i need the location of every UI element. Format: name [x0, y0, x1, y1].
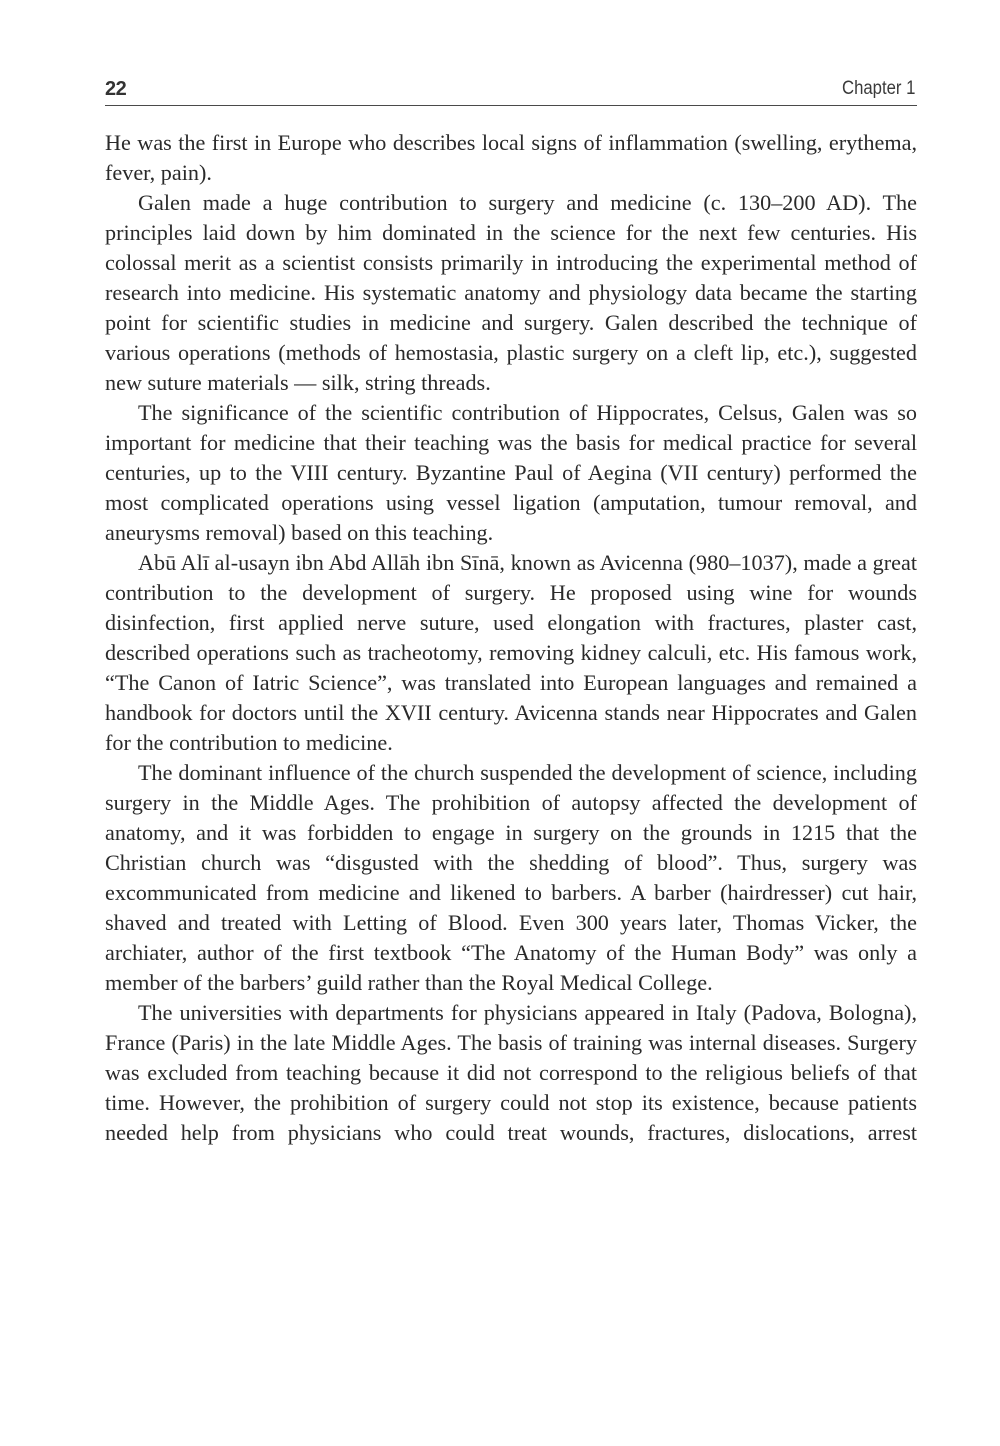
paragraph-hippocrates-celsus-galen: The significance of the scientific contribution of Hippocrates, Celsus, Galen was so important for medicine that their teaching was the basis for medical practice for several centuries, up to the VIII century. Byzantine Paul of Aegina (VII century) performed the most complicated operations using vessel ligation (amputation, tumour removal, and aneurysms removal) based on this teaching.: [105, 400, 917, 545]
paragraph-universities: The universities with departments for physicians appeared in Italy (Padova, Bologna), France (Paris) in the late Middle Ages. The basis of training was internal diseases. Surgery was excluded from teaching because it did not correspond to the religious beliefs of that time. However, the prohibition of surgery could not stop its existence, because patients needed help from physicians who could treat wounds, fractures, dislocations, arrest: [105, 1000, 917, 1145]
paragraph-inflammation-signs: He was the first in Europe who describes local signs of inflammation (swelling, erythema, fever, pain).: [105, 130, 917, 185]
page-header: [105, 76, 917, 106]
header-rule-divider: [105, 105, 917, 106]
running-head-chapter: Chapter 1: [841, 78, 915, 99]
paragraph-galen: Galen made a huge contribution to surgery and medicine (c. 130–200 AD). The principles laid down by him dominated in the science for the next few centuries. His colossal merit as a scientist consists primarily in introducing the experimental method of research into medicine. His systematic anatomy and physiology data became the starting point for scientific studies in medicine and surgery. Galen described the technique of various operations (methods of hemostasia, plastic surgery on a cleft lip, etc.), suggested new suture materials — silk, string threads.: [105, 190, 917, 395]
body-text: [105, 128, 917, 1148]
paragraph-avicenna: Abū Alī al-usayn ibn Abd Allāh ibn Sīnā, known as Avicenna (980–1037), made a great contribution to the development of surgery. He proposed using wine for wounds disinfection, first applied nerve suture, used elongation with fractures, plaster cast, described operations such as tracheotomy, removing kidney calculi, etc. His famous work, “The Canon of Iatric Science”, was translated into European languages and remained a handbook for doctors until the XVII century. Avicenna stands near Hippocrates and Galen for the contribution to medicine.: [105, 550, 917, 755]
page-number: 22: [105, 78, 127, 100]
paragraph-church-middle-ages: The dominant influence of the church suspended the development of science, including surgery in the Middle Ages. The prohibition of autopsy affected the development of anatomy, and it was forbidden to engage in surgery on the grounds in 1215 that the Christian church was “disgusted with the shedding of blood”. Thus, surgery was excommunicated from medicine and likened to barbers. A barber (hairdresser) cut hair, shaved and treated with Letting of Blood. Even 300 years later, Thomas Vicker, the archiater, author of the first textbook “The Anatomy of the Human Body” was only a member of the barbers’ guild rather than the Royal Medical College.: [105, 760, 917, 995]
